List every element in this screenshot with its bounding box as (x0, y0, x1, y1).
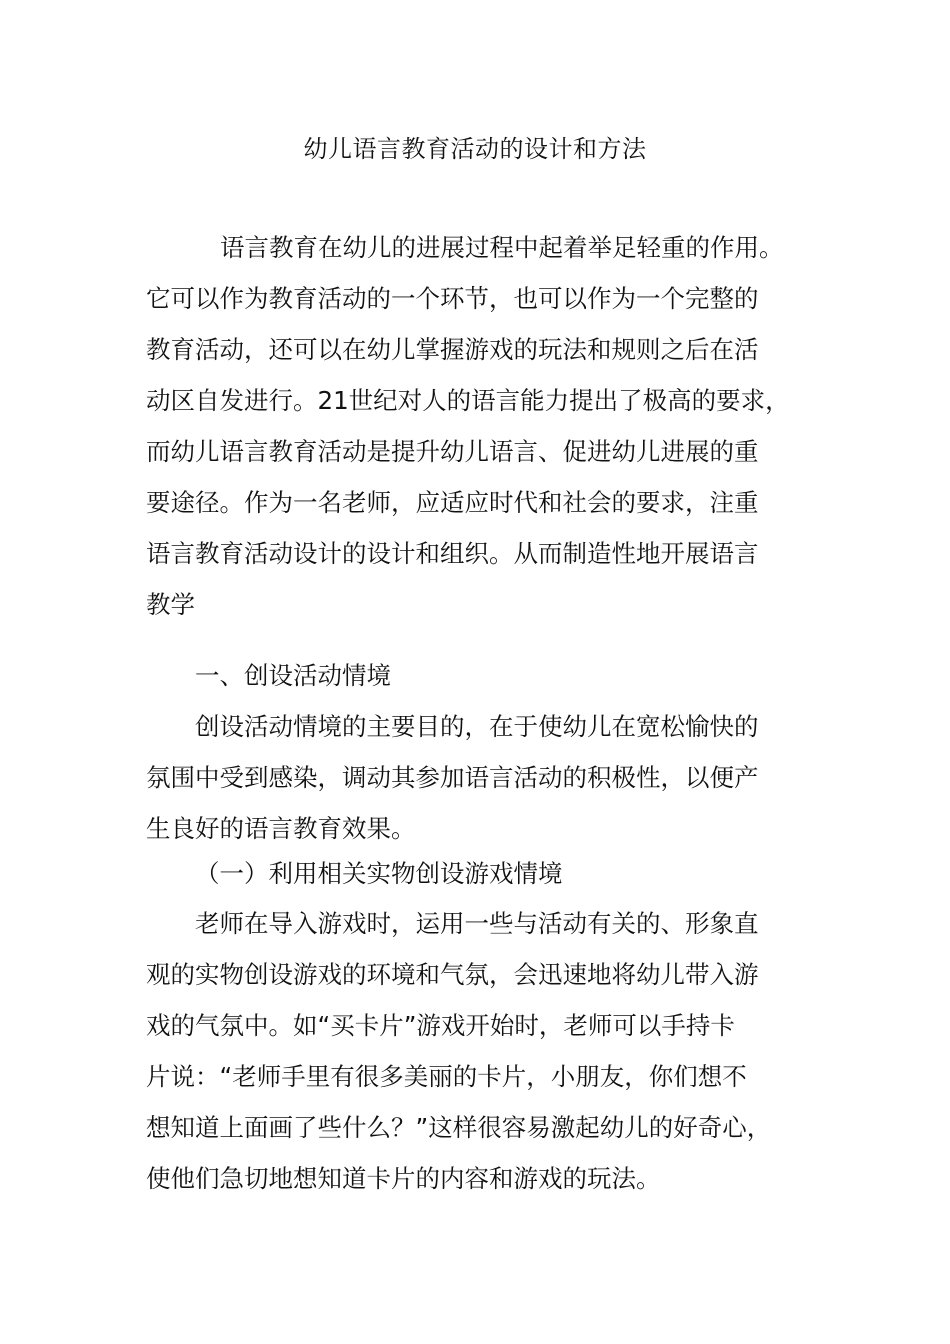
document-title: 幼儿语言教育活动的设计和方法 (303, 135, 647, 163)
intro-line: 动区自发进行。21世纪对人的语言能力提出了极高的要求， (146, 386, 790, 415)
section-line: 氛围中受到感染，调动其参加语言活动的积极性，以便产 (146, 763, 759, 792)
subsection-line: 老师在导入游戏时，运用一些与活动有关的、形象直 (195, 909, 759, 938)
subsection-line: 观的实物创设游戏的环境和气氛，会迅速地将幼儿带入游 (146, 960, 759, 989)
intro-line: 语言教育在幼儿的进展过程中起着举足轻重的作用。 (220, 233, 784, 262)
subsection-line: 片说：“老师手里有很多美丽的卡片，小朋友，你们想不 (146, 1062, 747, 1091)
subsection-heading: （一）利用相关实物创设游戏情境 (195, 859, 563, 888)
subsection-line: 戏的气氛中。如“买卡片”游戏开始时，老师可以手持卡 (146, 1011, 735, 1040)
section-line: 生良好的语言教育效果。 (146, 814, 416, 843)
subsection-line: 使他们急切地想知道卡片的内容和游戏的玩法。 (146, 1164, 661, 1193)
subsection-line: 想知道上面画了些什么？”这样很容易激起幼儿的好奇心， (146, 1113, 772, 1142)
intro-line: 语言教育活动设计的设计和组织。从而制造性地开展语言 (146, 539, 759, 568)
section-heading: 一、创设活动情境 (195, 661, 391, 690)
intro-line: 它可以作为教育活动的一个环节，也可以作为一个完整的 (146, 284, 759, 313)
intro-line: 要途径。作为一名老师，应适应时代和社会的要求，注重 (146, 488, 759, 517)
intro-line: 教育活动，还可以在幼儿掌握游戏的玩法和规则之后在活 (146, 335, 759, 364)
section-line: 创设活动情境的主要目的，在于使幼儿在宽松愉快的 (195, 712, 759, 741)
intro-line: 而幼儿语言教育活动是提升幼儿语言、促进幼儿进展的重 (146, 437, 759, 466)
intro-line: 教学 (146, 590, 195, 619)
